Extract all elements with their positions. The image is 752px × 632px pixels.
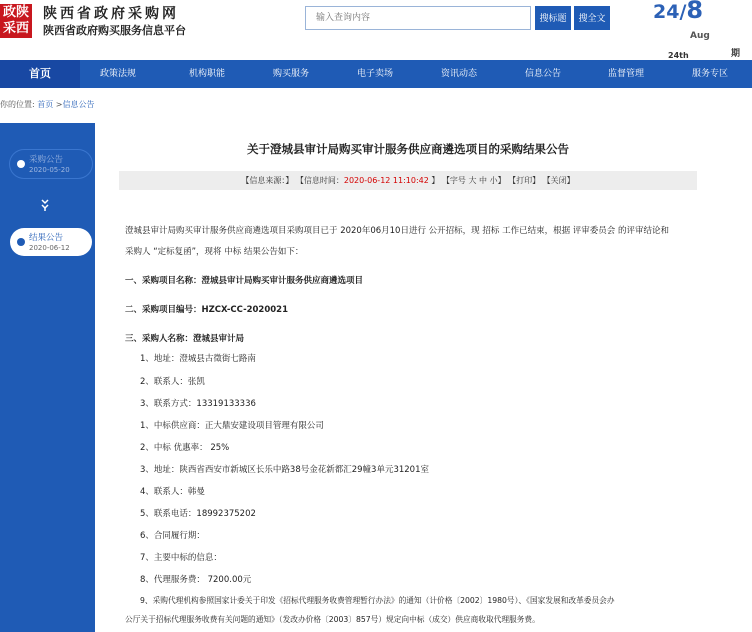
intro-line-2: 采购人 “定标复函”，现将 中标 结果公告如下： <box>125 247 304 257</box>
meta-time-value: 2020-06-12 11:10:42 <box>343 176 429 185</box>
nav-item-purchase-service[interactable]: 购买服务 <box>272 69 309 79</box>
date-small: 24th <box>668 51 689 60</box>
timeline-label: 结果公告 <box>29 233 64 243</box>
list-item: 6、合同履行期： <box>140 531 205 541</box>
logo-line2: 采西 <box>2 21 29 36</box>
nav-item-policy[interactable]: 政策法规 <box>99 69 136 79</box>
meta-source-label: 【信息来源： <box>241 176 286 185</box>
site-header <box>0 0 752 60</box>
list-item: 1、地址：澄城县古徵街七路南 <box>140 354 256 364</box>
search-title-button[interactable]: 搜标题 <box>535 6 571 30</box>
timeline-label: 采购公告 <box>29 155 64 165</box>
list-item: 4、联系人：韩曼 <box>140 487 205 497</box>
timeline-dot <box>17 160 25 168</box>
timeline-date: 2020-06-12 <box>29 244 70 252</box>
breadcrumb <box>0 99 95 110</box>
search-input[interactable] <box>305 6 531 30</box>
date-display <box>653 0 703 24</box>
list-item-continued: 公厅关于招标代理服务收费有关问题的通知》（发改办价格〔2003〕857号）规定向中标（成交）供应商收取代理服务费。 <box>125 615 540 624</box>
nav-item-news[interactable]: 资讯动态 <box>440 69 477 79</box>
logo-line1: 政陕 <box>2 5 29 20</box>
nav-item-service-zone[interactable]: 服务专区 <box>691 69 728 79</box>
site-title: 陕西省政府采购网 <box>43 6 179 22</box>
list-item: 3、联系方式：13319133336 <box>140 399 256 409</box>
article-meta-bar <box>119 171 697 190</box>
timeline-item-procurement-notice[interactable] <box>10 150 92 178</box>
site-logo[interactable] <box>0 4 32 38</box>
section-project-number: 二、采购项目编号：HZCX-CC-2020021 <box>125 305 289 315</box>
list-item: 7、主要中标的信息： <box>140 553 222 563</box>
timeline-dot <box>17 238 25 246</box>
close-link[interactable]: 【关闭】 <box>542 176 575 185</box>
nav-item-e-mall[interactable]: 电子卖场 <box>356 69 393 79</box>
print-link[interactable]: 【打印】 <box>508 176 541 185</box>
sidebar-timeline <box>0 123 95 632</box>
intro-line-1: 澄城县审计局购买审计服务供应商遴选项目采购项目已于 2020年06月10日进行 公开招标，现 招标 工作已结束，根据 评审委员会 的评审结论和 <box>125 226 669 236</box>
timeline-date: 2020-05-20 <box>29 166 70 174</box>
meta-source-end: 】 <box>285 176 294 185</box>
list-item: 1、中标供应商：正大鼎安建设项目管理有限公司 <box>140 421 324 431</box>
date-week: 期 <box>731 49 741 59</box>
search-full-text-button[interactable]: 搜全文 <box>574 6 610 30</box>
font-size-control[interactable]: 【字号 大 中 小】 <box>441 176 506 185</box>
date-digit: 8 <box>686 0 704 24</box>
breadcrumb-prefix: 你的位置: <box>0 100 35 109</box>
nav-item-home[interactable]: 首页 <box>0 60 80 88</box>
list-item: 8、代理服务费： 7200.00元 <box>140 575 252 585</box>
meta-time-label: 【信息时间： <box>295 176 344 185</box>
list-item: 9、采购代理机构参照国家计委关于印发《招标代理服务收费管理暂行办法》的通知（计价格〔2002〕1980号）、《国家发展和改革委员会办 <box>140 596 615 605</box>
nav-item-supervision[interactable]: 监督管理 <box>607 69 644 79</box>
list-item: 2、中标 优惠率： 25% <box>140 443 230 453</box>
site-subtitle: 陕西省政府购买服务信息平台 <box>43 24 186 37</box>
list-item: 5、联系电话：18992375202 <box>140 509 256 519</box>
breadcrumb-separator: > <box>53 100 63 109</box>
meta-time-end: 】 <box>431 176 440 185</box>
nav-item-announcements[interactable]: 信息公告 <box>524 69 561 79</box>
nav-item-institution[interactable]: 机构职能 <box>188 69 225 79</box>
breadcrumb-current[interactable]: 信息公告 <box>62 100 95 109</box>
breadcrumb-home[interactable]: 首页 <box>37 100 54 109</box>
double-chevron-down-icon <box>39 198 51 214</box>
section-purchaser-name: 三、采购人名称：澄城县审计局 <box>125 334 245 344</box>
list-item: 2、联系人：张凯 <box>140 377 205 387</box>
timeline-item-result-notice[interactable] <box>10 228 92 256</box>
date-month: Aug <box>690 31 710 41</box>
date-day: 24/ <box>653 1 687 23</box>
list-item: 3、地址：陕西省西安市新城区长乐中路38号金花新都汇29幢3单元31201室 <box>140 465 429 475</box>
main-nav <box>0 60 752 88</box>
section-project-name: 一、采购项目名称：澄城县审计局购买审计服务供应商遴选项目 <box>125 276 364 286</box>
article-title: 关于澄城县审计局购买审计服务供应商遴选项目的采购结果公告 <box>247 142 569 156</box>
